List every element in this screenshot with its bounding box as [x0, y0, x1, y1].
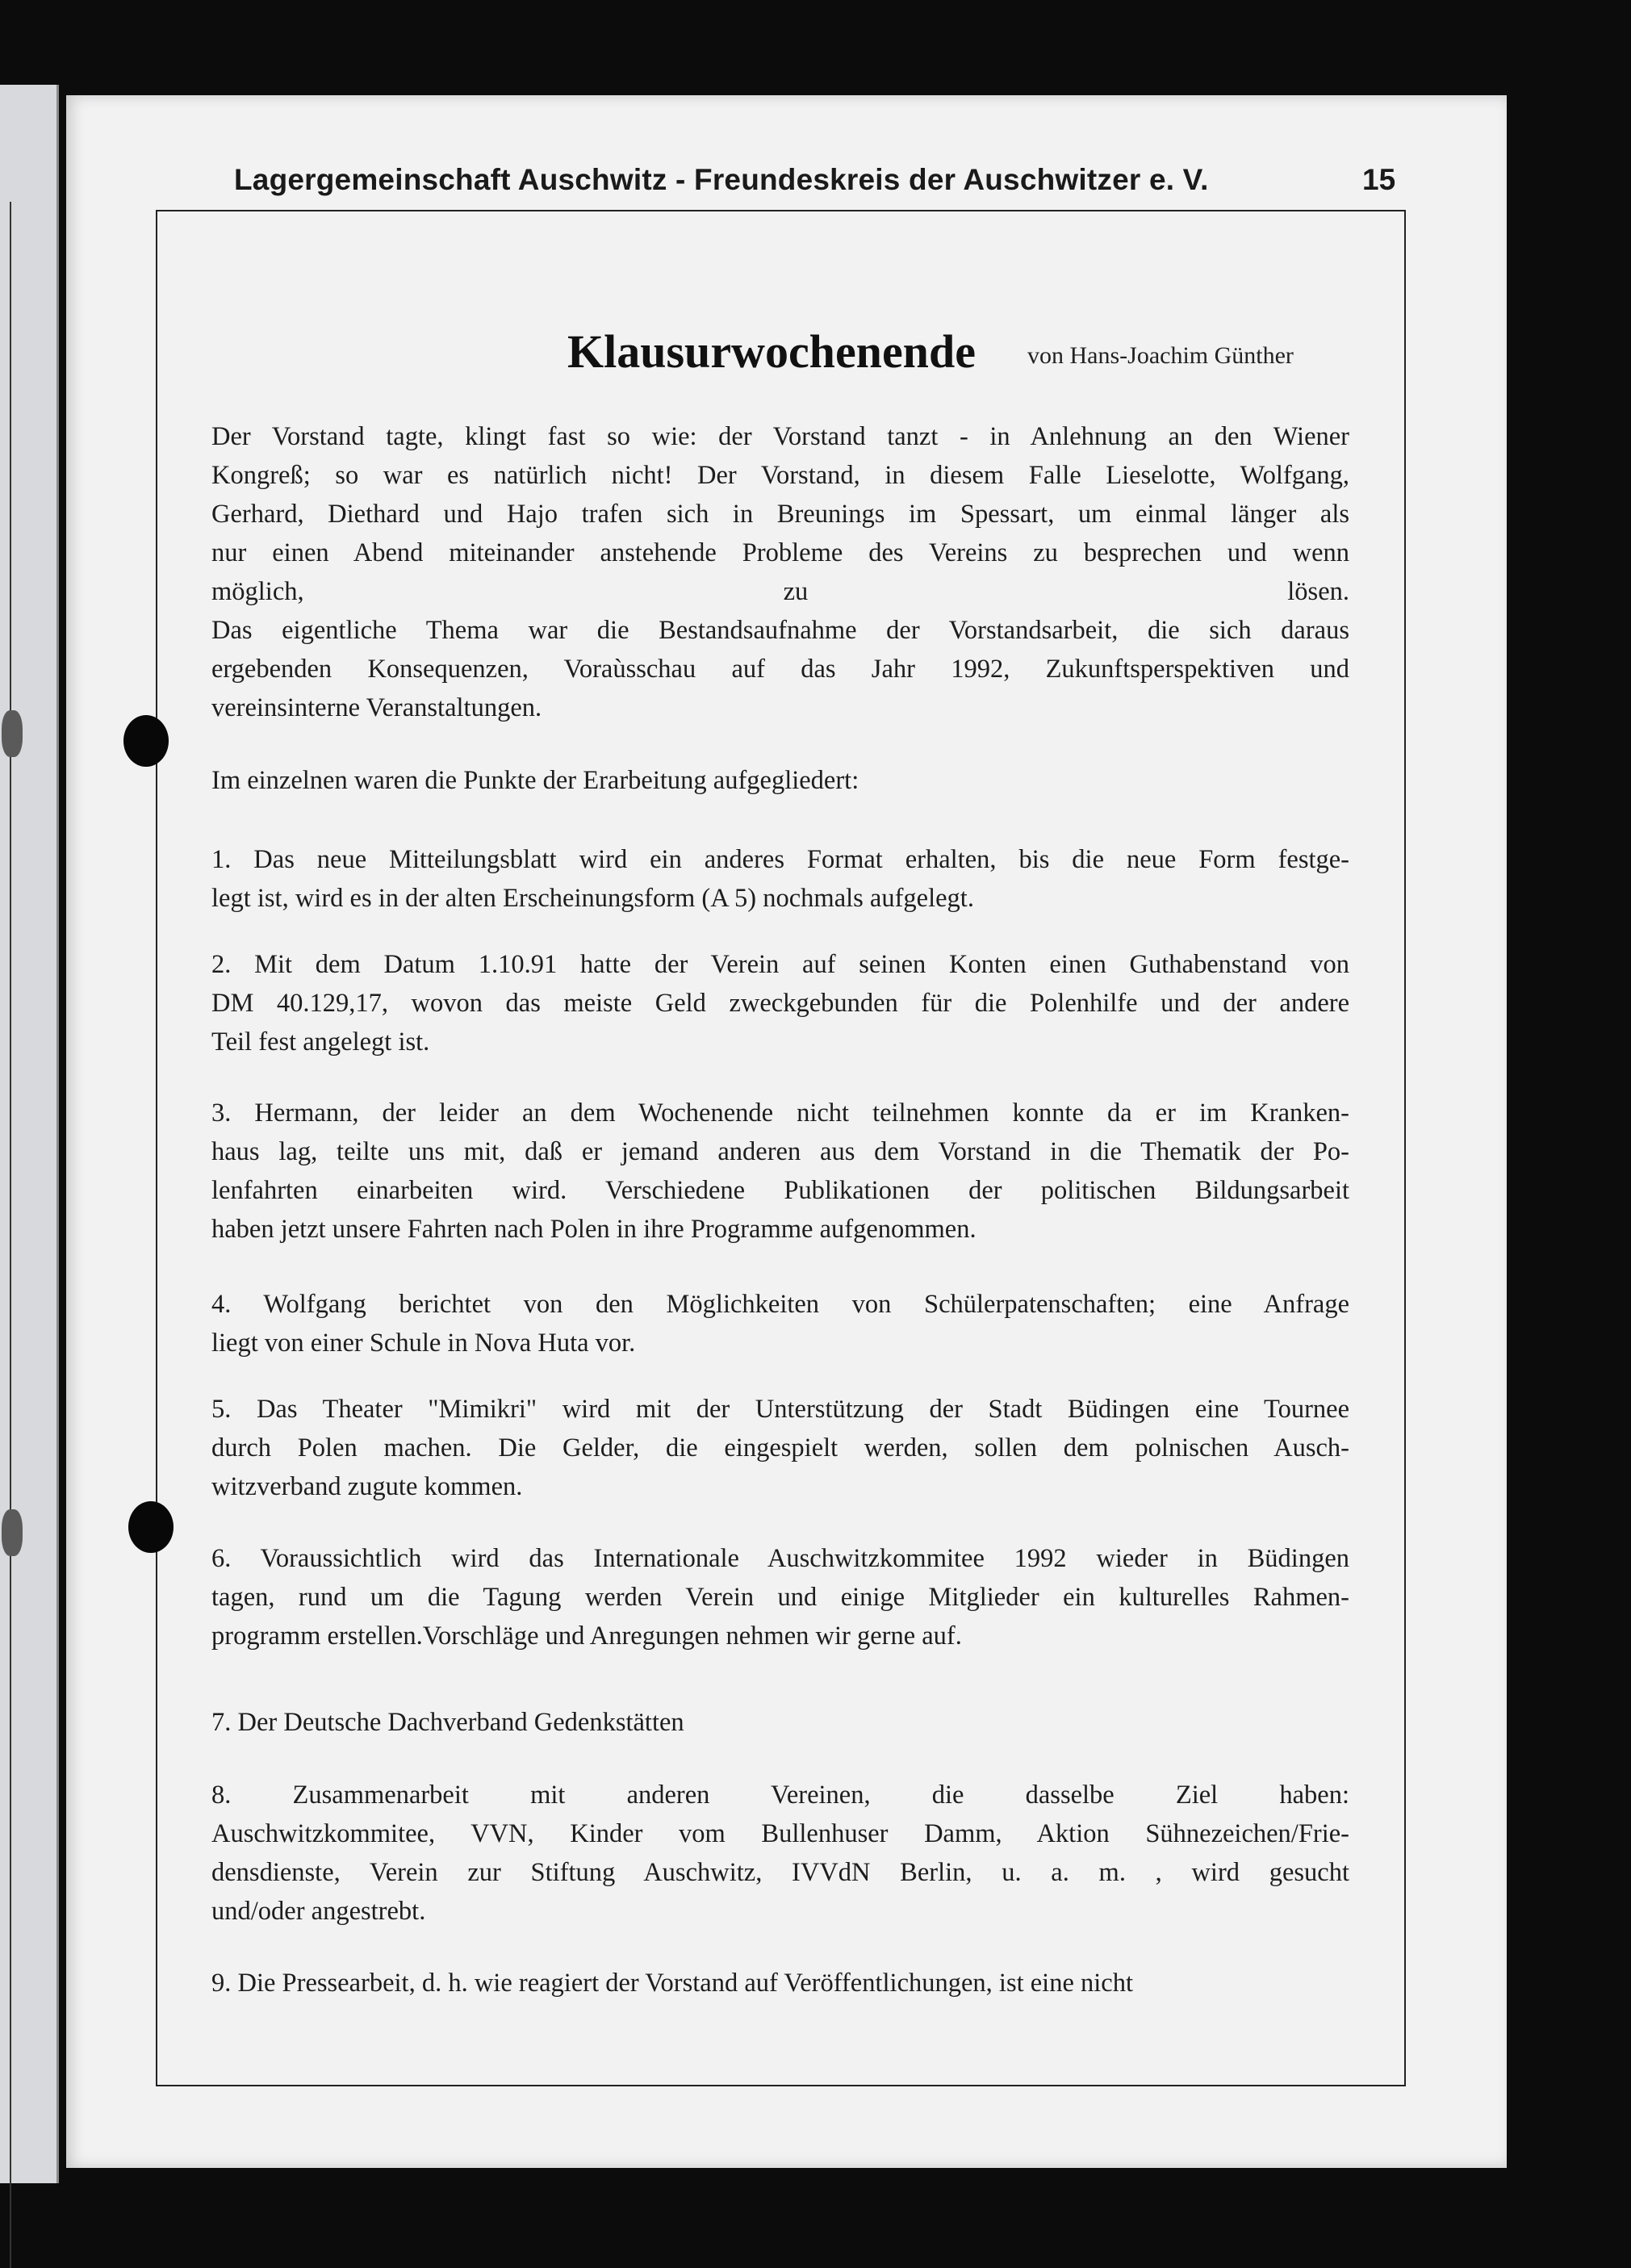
point-item-3 — [211, 1094, 1349, 1249]
point-item-5 — [211, 1390, 1349, 1506]
lead-sentence — [211, 761, 1349, 800]
text-line: 3. Hermann, der leider an dem Wochenende nicht teilnehmen konnte da er im Kranken- — [211, 1098, 1349, 1128]
text-line: nur einen Abend miteinander anstehende Probleme des Vereins zu besprechen und wenn — [211, 538, 1349, 567]
point-item-9 — [211, 1964, 1349, 2002]
point-item-6 — [211, 1539, 1349, 1655]
text-line: Teil fest angelegt ist. — [211, 1027, 430, 1057]
header-title: Lagergemeinschaft Auschwitz - Freundeskreis der Auschwitzer e. V. — [234, 163, 1209, 196]
text-line: 9. Die Pressearbeit, d. h. wie reagiert der Vorstand auf Veröffentlichungen, ist eine nicht — [211, 1969, 1133, 1998]
text-line: 5. Das Theater "Mimikri" wird mit der Unterstützung der Stadt Büdingen eine Tournee — [211, 1395, 1349, 1424]
article-byline: von Hans-Joachim Günther — [1027, 342, 1294, 369]
point-item-2 — [211, 945, 1349, 1061]
text-line: Der Vorstand tagte, klingt fast so wie: der Vorstand tanzt - in Anlehnung an den Wiener — [211, 422, 1349, 451]
prev-page-hole-bottom — [2, 1509, 23, 1556]
text-line: liegt von einer Schule in Nova Huta vor. — [211, 1329, 636, 1358]
text-line: programm erstellen.Vorschläge und Anregungen nehmen wir gerne auf. — [211, 1621, 962, 1651]
prev-page-hole-top — [2, 710, 23, 757]
point-item-8 — [211, 1776, 1349, 1931]
text-line: vereinsinterne Veranstaltungen. — [211, 693, 542, 722]
text-line: Im einzelnen waren die Punkte der Erarbeitung aufgegliedert: — [211, 766, 859, 795]
page-number: 15 — [1362, 163, 1396, 196]
previous-page-frame-edge — [0, 202, 11, 2268]
text-line: 1. Das neue Mitteilungsblatt wird ein anderes Format erhalten, bis die neue Form festge- — [211, 845, 1349, 874]
text-line: legt ist, wird es in der alten Erscheinungsform (A 5) nochmals aufgelegt. — [211, 884, 974, 913]
text-line: durch Polen machen. Die Gelder, die eingespielt werden, sollen dem polnischen Ausch- — [211, 1433, 1349, 1462]
text-line: densdienste, Verein zur Stiftung Auschwitz, IVVdN Berlin, u. a. m. , wird gesucht — [211, 1858, 1349, 1887]
text-line: 6. Voraussichtlich wird das Internationale Auschwitzkommitee 1992 wieder in Büdingen — [211, 1544, 1349, 1573]
article-title: Klausurwochenende — [567, 325, 976, 378]
text-line: 2. Mit dem Datum 1.10.91 hatte der Verein auf seinen Konten einen Guthabenstand von — [211, 950, 1349, 979]
text-line: DM 40.129,17, wovon das meiste Geld zweckgebunden für die Polenhilfe und der andere — [211, 989, 1349, 1018]
text-line: haus lag, teilte uns mit, daß er jemand anderen aus dem Vorstand in die Thematik der Po- — [211, 1137, 1349, 1166]
text-line: und/oder angestrebt. — [211, 1897, 426, 1926]
text-line: Auschwitzkommitee, VVN, Kinder vom Bullenhuser Damm, Aktion Sühnezeichen/Frie- — [211, 1819, 1349, 1848]
point-item-1 — [211, 840, 1349, 918]
intro-paragraph — [211, 417, 1349, 727]
text-line: haben jetzt unsere Fahrten nach Polen in ihre Programme aufgenommen. — [211, 1215, 977, 1244]
text-line: tagen, rund um die Tagung werden Verein und einige Mitglieder ein kulturelles Rahmen- — [211, 1583, 1349, 1612]
punch-hole-bottom — [128, 1501, 174, 1553]
text-line: 4. Wolfgang berichtet von den Möglichkeiten von Schülerpatenschaften; eine Anfrage — [211, 1290, 1349, 1319]
text-line: Kongreß; so war es natürlich nicht! Der Vorstand, in diesem Falle Lieselotte, Wolfgang, — [211, 461, 1349, 490]
text-line: möglich, zu lösen. — [211, 577, 1349, 606]
point-item-4 — [211, 1285, 1349, 1362]
text-line: 8. Zusammenarbeit mit anderen Vereinen, die dasselbe Ziel haben: — [211, 1781, 1349, 1810]
text-line: lenfahrten einarbeiten wird. Verschiedene Publikationen der politischen Bildungsarbeit — [211, 1176, 1349, 1205]
text-line: Das eigentliche Thema war die Bestandsaufnahme der Vorstandsarbeit, die sich daraus — [211, 616, 1349, 645]
previous-page-edge — [0, 85, 59, 2183]
text-line: Gerhard, Diethard und Hajo trafen sich in Breunings im Spessart, um einmal länger als — [211, 500, 1349, 529]
punch-hole-top — [123, 715, 169, 767]
point-item-7 — [211, 1703, 1349, 1742]
text-line: witzverband zugute kommen. — [211, 1472, 523, 1501]
text-line: 7. Der Deutsche Dachverband Gedenkstätten — [211, 1708, 684, 1737]
text-line: ergebenden Konsequenzen, Voraùsschau auf das Jahr 1992, Zukunftsperspektiven und — [211, 655, 1349, 684]
